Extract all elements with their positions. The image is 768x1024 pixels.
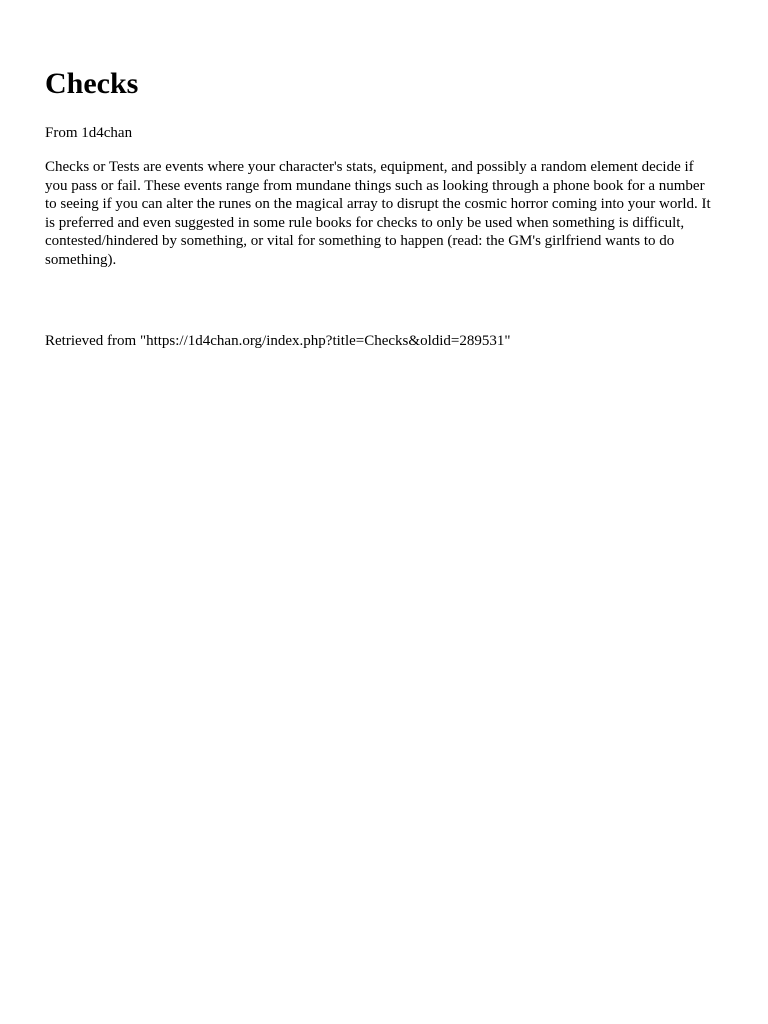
retrieved-from-text: Retrieved from "https://1d4chan.org/index.php?title=Checks&oldid=289531" xyxy=(45,333,511,349)
page-title: Checks xyxy=(45,67,139,100)
site-tagline: From 1d4chan xyxy=(45,125,133,141)
article-paragraph: Checks or Tests are events where your character's stats, equipment, and possibly a random element decide if you pass or fail. These events range from mundane things such as looking through a phone book for a number to seeing if you can alter the runes on the magical array to disrupt the cosmic horror coming into your world. It is preferred and even suggested in some rule books for checks to only be used when something is difficult, contested/hindered by something, or vital for something to happen (read: the GM's girlfriend wants to do something). xyxy=(45,159,711,268)
